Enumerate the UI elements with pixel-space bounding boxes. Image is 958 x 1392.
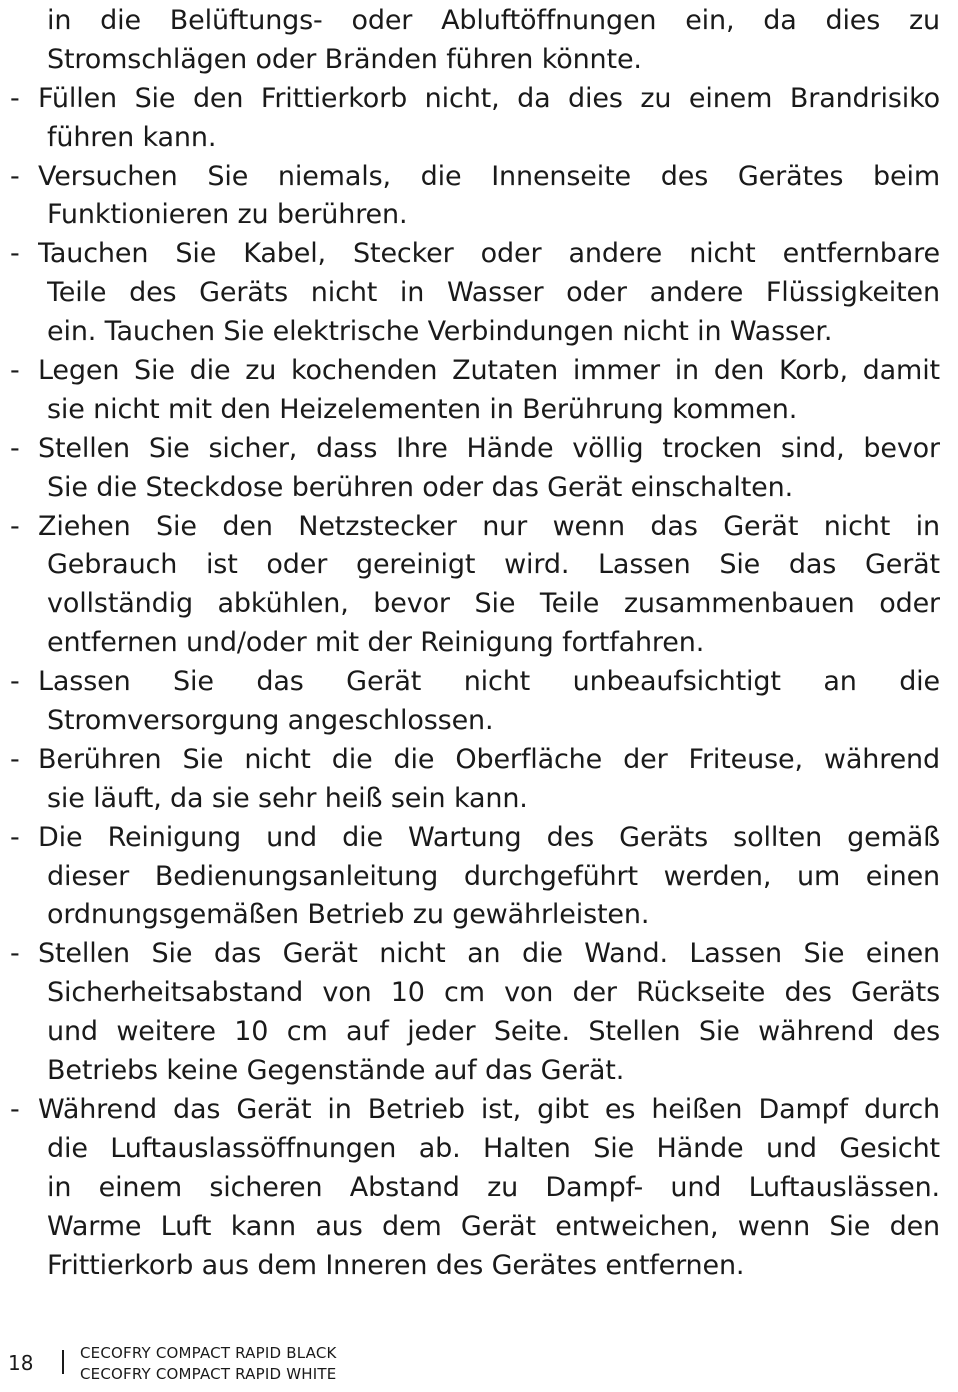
text-line <box>0 119 950 158</box>
bullet-item-start-line <box>0 663 950 702</box>
text-line <box>0 1130 950 1169</box>
text-line <box>0 274 950 313</box>
bullet-dash: - <box>10 355 20 387</box>
line-text: Versuchen Sie niemals, die Innenseite des Gerätes beim <box>38 160 940 192</box>
bullet-dash: - <box>10 821 20 853</box>
line-text: Die Reinigung und die Wartung des Geräts sollten gemäß <box>38 821 940 853</box>
bullet-item-start-line <box>0 80 950 119</box>
line-text: Warme Luft kann aus dem Gerät entweichen, wenn Sie den <box>47 1210 940 1242</box>
line-text: ein. Tauchen Sie elektrische Verbindungen nicht in Wasser. <box>47 316 833 348</box>
text-line <box>0 974 950 1013</box>
line-text: Sie die Steckdose berühren oder das Gerät einschalten. <box>47 471 794 503</box>
line-text: Betriebs keine Gegenstände auf das Gerät. <box>47 1055 625 1087</box>
bullet-dash: - <box>10 743 20 775</box>
line-text: Gebrauch ist oder gereinigt wird. Lassen Sie das Gerät <box>47 549 940 581</box>
bullet-dash: - <box>10 238 20 270</box>
text-line <box>0 546 950 585</box>
text-line <box>0 41 950 80</box>
bullet-dash: - <box>10 82 20 114</box>
line-text: führen kann. <box>47 121 217 153</box>
text-line <box>0 1013 950 1052</box>
text-line <box>0 896 950 935</box>
line-text: vollständig abkühlen, bevor Sie Teile zusammenbauen oder <box>47 588 940 620</box>
line-text: Funktionieren zu berühren. <box>47 199 408 231</box>
line-text: Stellen Sie das Gerät nicht an die Wand. Lassen Sie einen <box>38 938 940 970</box>
line-text: Während das Gerät in Betrieb ist, gibt es heißen Dampf durch <box>38 1093 940 1125</box>
text-line <box>0 1052 950 1091</box>
bullet-dash: - <box>10 432 20 464</box>
line-text: Berühren Sie nicht die die Oberfläche der Friteuse, während <box>38 743 940 775</box>
model-name-black: CECOFRY COMPACT RAPID BLACK <box>80 1344 337 1362</box>
line-text: Teile des Geräts nicht in Wasser oder andere Flüssigkeiten <box>47 277 940 309</box>
bullet-item-start-line <box>0 352 950 391</box>
page-footer <box>0 1340 958 1390</box>
line-text: in einem sicheren Abstand zu Dampf- und Luftauslässen. <box>47 1171 940 1203</box>
text-line <box>0 1247 950 1286</box>
line-text: sie nicht mit den Heizelementen in Berührung kommen. <box>47 393 798 425</box>
bullet-dash: - <box>10 938 20 970</box>
line-text: Ziehen Sie den Netzstecker nur wenn das Gerät nicht in <box>38 510 940 542</box>
model-name-white: CECOFRY COMPACT RAPID WHITE <box>80 1365 337 1383</box>
bullet-item-start-line <box>0 235 950 274</box>
line-text: sie läuft, da sie sehr heiß sein kann. <box>47 782 528 814</box>
text-line <box>0 1208 950 1247</box>
line-text: Sicherheitsabstand von 10 cm von der Rückseite des Geräts <box>47 977 940 1009</box>
bullet-dash: - <box>10 666 20 698</box>
text-line <box>0 624 950 663</box>
line-text: entfernen und/oder mit der Reinigung fortfahren. <box>47 627 705 659</box>
safety-instructions-list <box>0 2 950 1285</box>
bullet-dash: - <box>10 1093 20 1125</box>
line-text: Lassen Sie das Gerät nicht unbeaufsichtigt an die <box>38 666 940 698</box>
line-text: und weitere 10 cm auf jeder Seite. Stellen Sie während des <box>47 1016 940 1048</box>
text-line <box>0 702 950 741</box>
line-text: Legen Sie die zu kochenden Zutaten immer in den Korb, damit <box>38 355 940 387</box>
text-line <box>0 391 950 430</box>
bullet-item-start-line <box>0 508 950 547</box>
text-line <box>0 780 950 819</box>
line-text: Stellen Sie sicher, dass Ihre Hände völlig trocken sind, bevor <box>38 432 940 464</box>
text-line <box>0 2 950 41</box>
text-line <box>0 196 950 235</box>
line-text: die Luftauslassöffnungen ab. Halten Sie Hände und Gesicht <box>47 1132 940 1164</box>
bullet-item-start-line <box>0 158 950 197</box>
text-line <box>0 858 950 897</box>
line-text: dieser Bedienungsanleitung durchgeführt werden, um einen <box>47 860 940 892</box>
text-line <box>0 1169 950 1208</box>
line-text: Stromversorgung angeschlossen. <box>47 705 494 737</box>
line-text: Stromschlägen oder Bränden führen könnte. <box>47 43 642 75</box>
bullet-item-start-line <box>0 819 950 858</box>
bullet-item-start-line <box>0 935 950 974</box>
text-line <box>0 313 950 352</box>
footer-divider <box>62 1350 64 1374</box>
line-text: Tauchen Sie Kabel, Stecker oder andere nicht entfernbare <box>38 238 940 270</box>
bullet-item-start-line <box>0 1091 950 1130</box>
line-text: Füllen Sie den Frittierkorb nicht, da dies zu einem Brandrisiko <box>38 82 940 114</box>
bullet-dash: - <box>10 510 20 542</box>
page-number: 18 <box>8 1351 34 1375</box>
line-text: Frittierkorb aus dem Inneren des Gerätes entfernen. <box>47 1249 745 1281</box>
line-text: in die Belüftungs- oder Abluftöffnungen ein, da dies zu <box>47 5 940 36</box>
bullet-item-start-line <box>0 741 950 780</box>
bullet-item-start-line <box>0 430 950 469</box>
text-line <box>0 585 950 624</box>
bullet-dash: - <box>10 160 20 192</box>
line-text: ordnungsgemäßen Betrieb zu gewährleisten. <box>47 899 650 931</box>
text-line <box>0 469 950 508</box>
